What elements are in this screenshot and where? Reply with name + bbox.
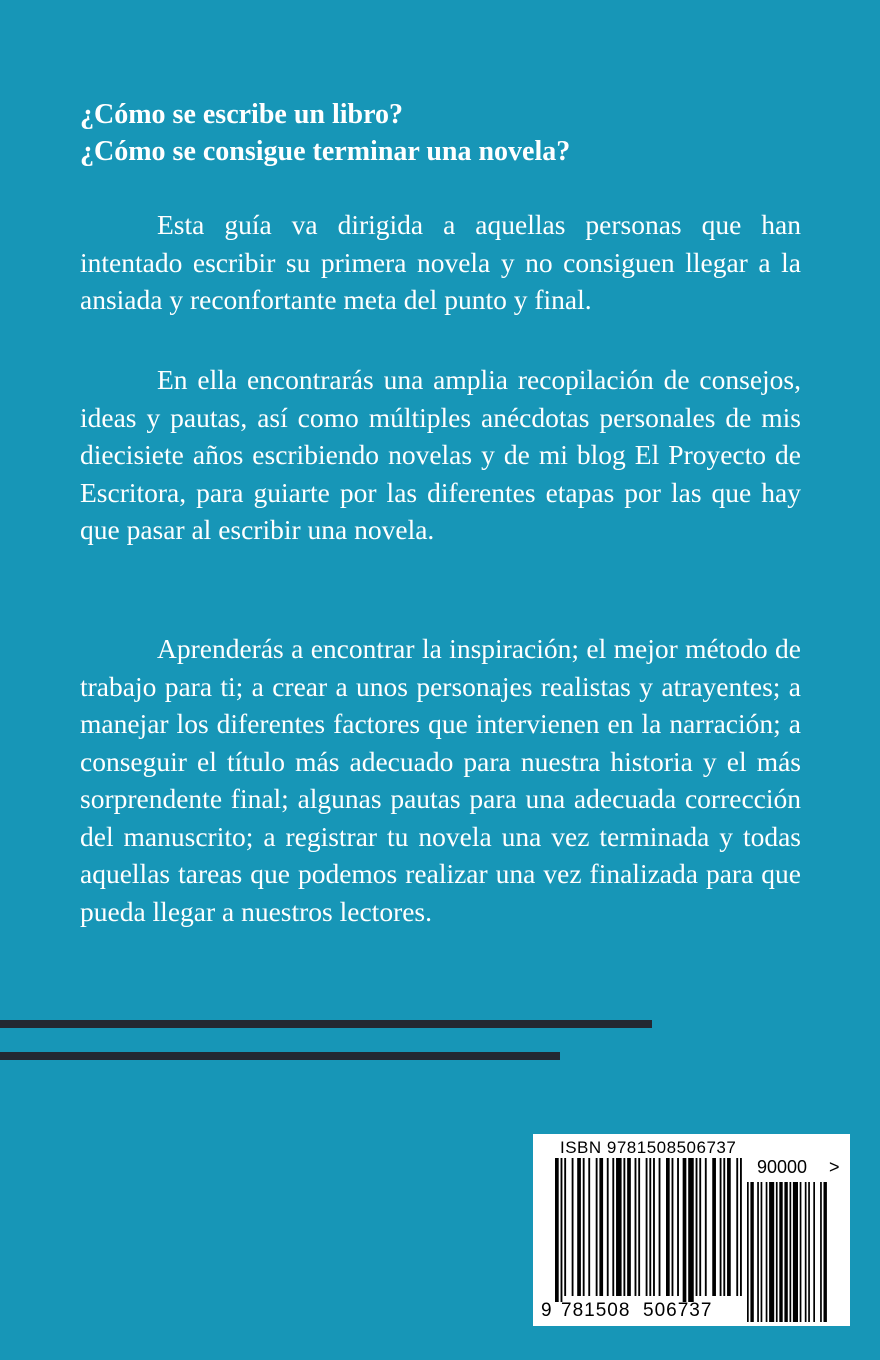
barcode-bar (599, 1158, 603, 1296)
barcode-bar (596, 1158, 598, 1296)
addon-barcode-bar (805, 1182, 807, 1322)
barcode-bar (607, 1158, 609, 1296)
barcode-bar (672, 1158, 674, 1296)
barcode-bar (555, 1158, 559, 1302)
price-arrow-glyph: > (829, 1157, 840, 1177)
ean-digits (541, 1300, 712, 1322)
barcode-bar (677, 1158, 679, 1296)
addon-barcode-bar (779, 1182, 782, 1322)
barcode-bar (612, 1158, 614, 1296)
barcode-bar (740, 1158, 742, 1296)
paragraph-contents-text: En ella encontrarás una amplia recopilación de consejos, ideas y pautas, así como múltiples anécdotas personales de mis diecisiete años escribiendo novelas y de mi blog El Proyecto de Escritora, para guiarte por las diferentes etapas por las que hay que pasar al escribir una novela. (80, 364, 801, 545)
ean-digit-first: 9 (541, 1300, 553, 1321)
addon-barcode-bar (784, 1182, 787, 1322)
addon-barcode-bar (761, 1182, 763, 1322)
addon-barcode-bar (757, 1182, 759, 1322)
addon-barcode-bar (820, 1182, 822, 1322)
addon-barcode-bar (750, 1182, 753, 1322)
barcode-bar (623, 1158, 625, 1296)
isbn-label: ISBN 9781508506737 (560, 1138, 737, 1157)
barcode-bar (666, 1158, 670, 1296)
paragraph-topics (80, 630, 801, 930)
barcode-bar (688, 1158, 694, 1302)
barcode-bar (699, 1158, 701, 1296)
barcode-bar (577, 1158, 581, 1296)
paragraph-contents (80, 361, 801, 549)
addon-barcode-bar (808, 1182, 810, 1322)
barcode-bar (659, 1158, 661, 1296)
ean-digits-left: 781508 (561, 1300, 631, 1321)
barcode-bar (736, 1158, 738, 1296)
paragraph-intro (80, 206, 801, 319)
heading-line-2: ¿Cómo se consigue terminar una novela? (80, 136, 571, 167)
barcode-bar (649, 1158, 651, 1296)
addon-barcode-bar (776, 1182, 778, 1322)
barcode-bar (653, 1158, 655, 1296)
barcode-bar (616, 1158, 622, 1296)
isbn-barcode-block (533, 1134, 850, 1326)
barcode-bar (696, 1158, 698, 1296)
price-code: 90000 (757, 1157, 808, 1177)
barcode-bar (635, 1158, 637, 1296)
cover-heading (80, 96, 820, 170)
barcode-bar (583, 1158, 585, 1296)
barcode-bar (727, 1158, 731, 1296)
addon-barcode-bar (747, 1182, 749, 1322)
barcode-bar (720, 1158, 722, 1296)
addon-barcode-bar (813, 1182, 815, 1322)
barcode-bar (712, 1158, 716, 1296)
barcode-bar (561, 1158, 563, 1302)
decorative-rule-upper (0, 1020, 652, 1028)
barcode-bar (564, 1158, 566, 1296)
heading-line-1: ¿Cómo se escribe un libro? (80, 99, 404, 130)
barcode-bar (638, 1158, 640, 1296)
decorative-rule-lower (0, 1052, 560, 1060)
paragraph-intro-text: Esta guía va dirigida a aquellas personas que han intentado escribir su primera novela y no consiguen llegar a la ansiada y reconfortante meta del punto y final. (80, 209, 801, 315)
barcode-bar (723, 1158, 725, 1296)
barcode-bar (683, 1158, 687, 1302)
addon-barcode-bar (769, 1182, 774, 1322)
addon-barcode-bar (793, 1182, 798, 1322)
paragraph-topics-text: Aprenderás a encontrar la inspiración; el mejor método de trabajo para ti; a crear a unos personajes realistas y atrayentes; a manejar los diferentes factores que intervienen en la narración; a conseguir el título más adecuado para nuestra historia y el más sorprendente final; algunas pautas para una adecuada corrección del manuscrito; a registrar tu novela una vez terminada y todas aquellas tareas que podemos realizar una vez finalizada para que pueda llegar a nuestros lectores. (80, 633, 801, 927)
barcode-bar (572, 1158, 574, 1296)
barcode-bar (627, 1158, 631, 1296)
ean-digits-right: 506737 (643, 1300, 713, 1321)
addon-barcode-bar (800, 1182, 802, 1322)
barcode-bar (588, 1158, 590, 1296)
addon-barcode-bar (766, 1182, 768, 1322)
addon-barcode-bar (790, 1182, 792, 1322)
barcode-bar (705, 1158, 707, 1296)
barcode-bar (646, 1158, 648, 1296)
addon-barcode-bar (824, 1182, 827, 1322)
